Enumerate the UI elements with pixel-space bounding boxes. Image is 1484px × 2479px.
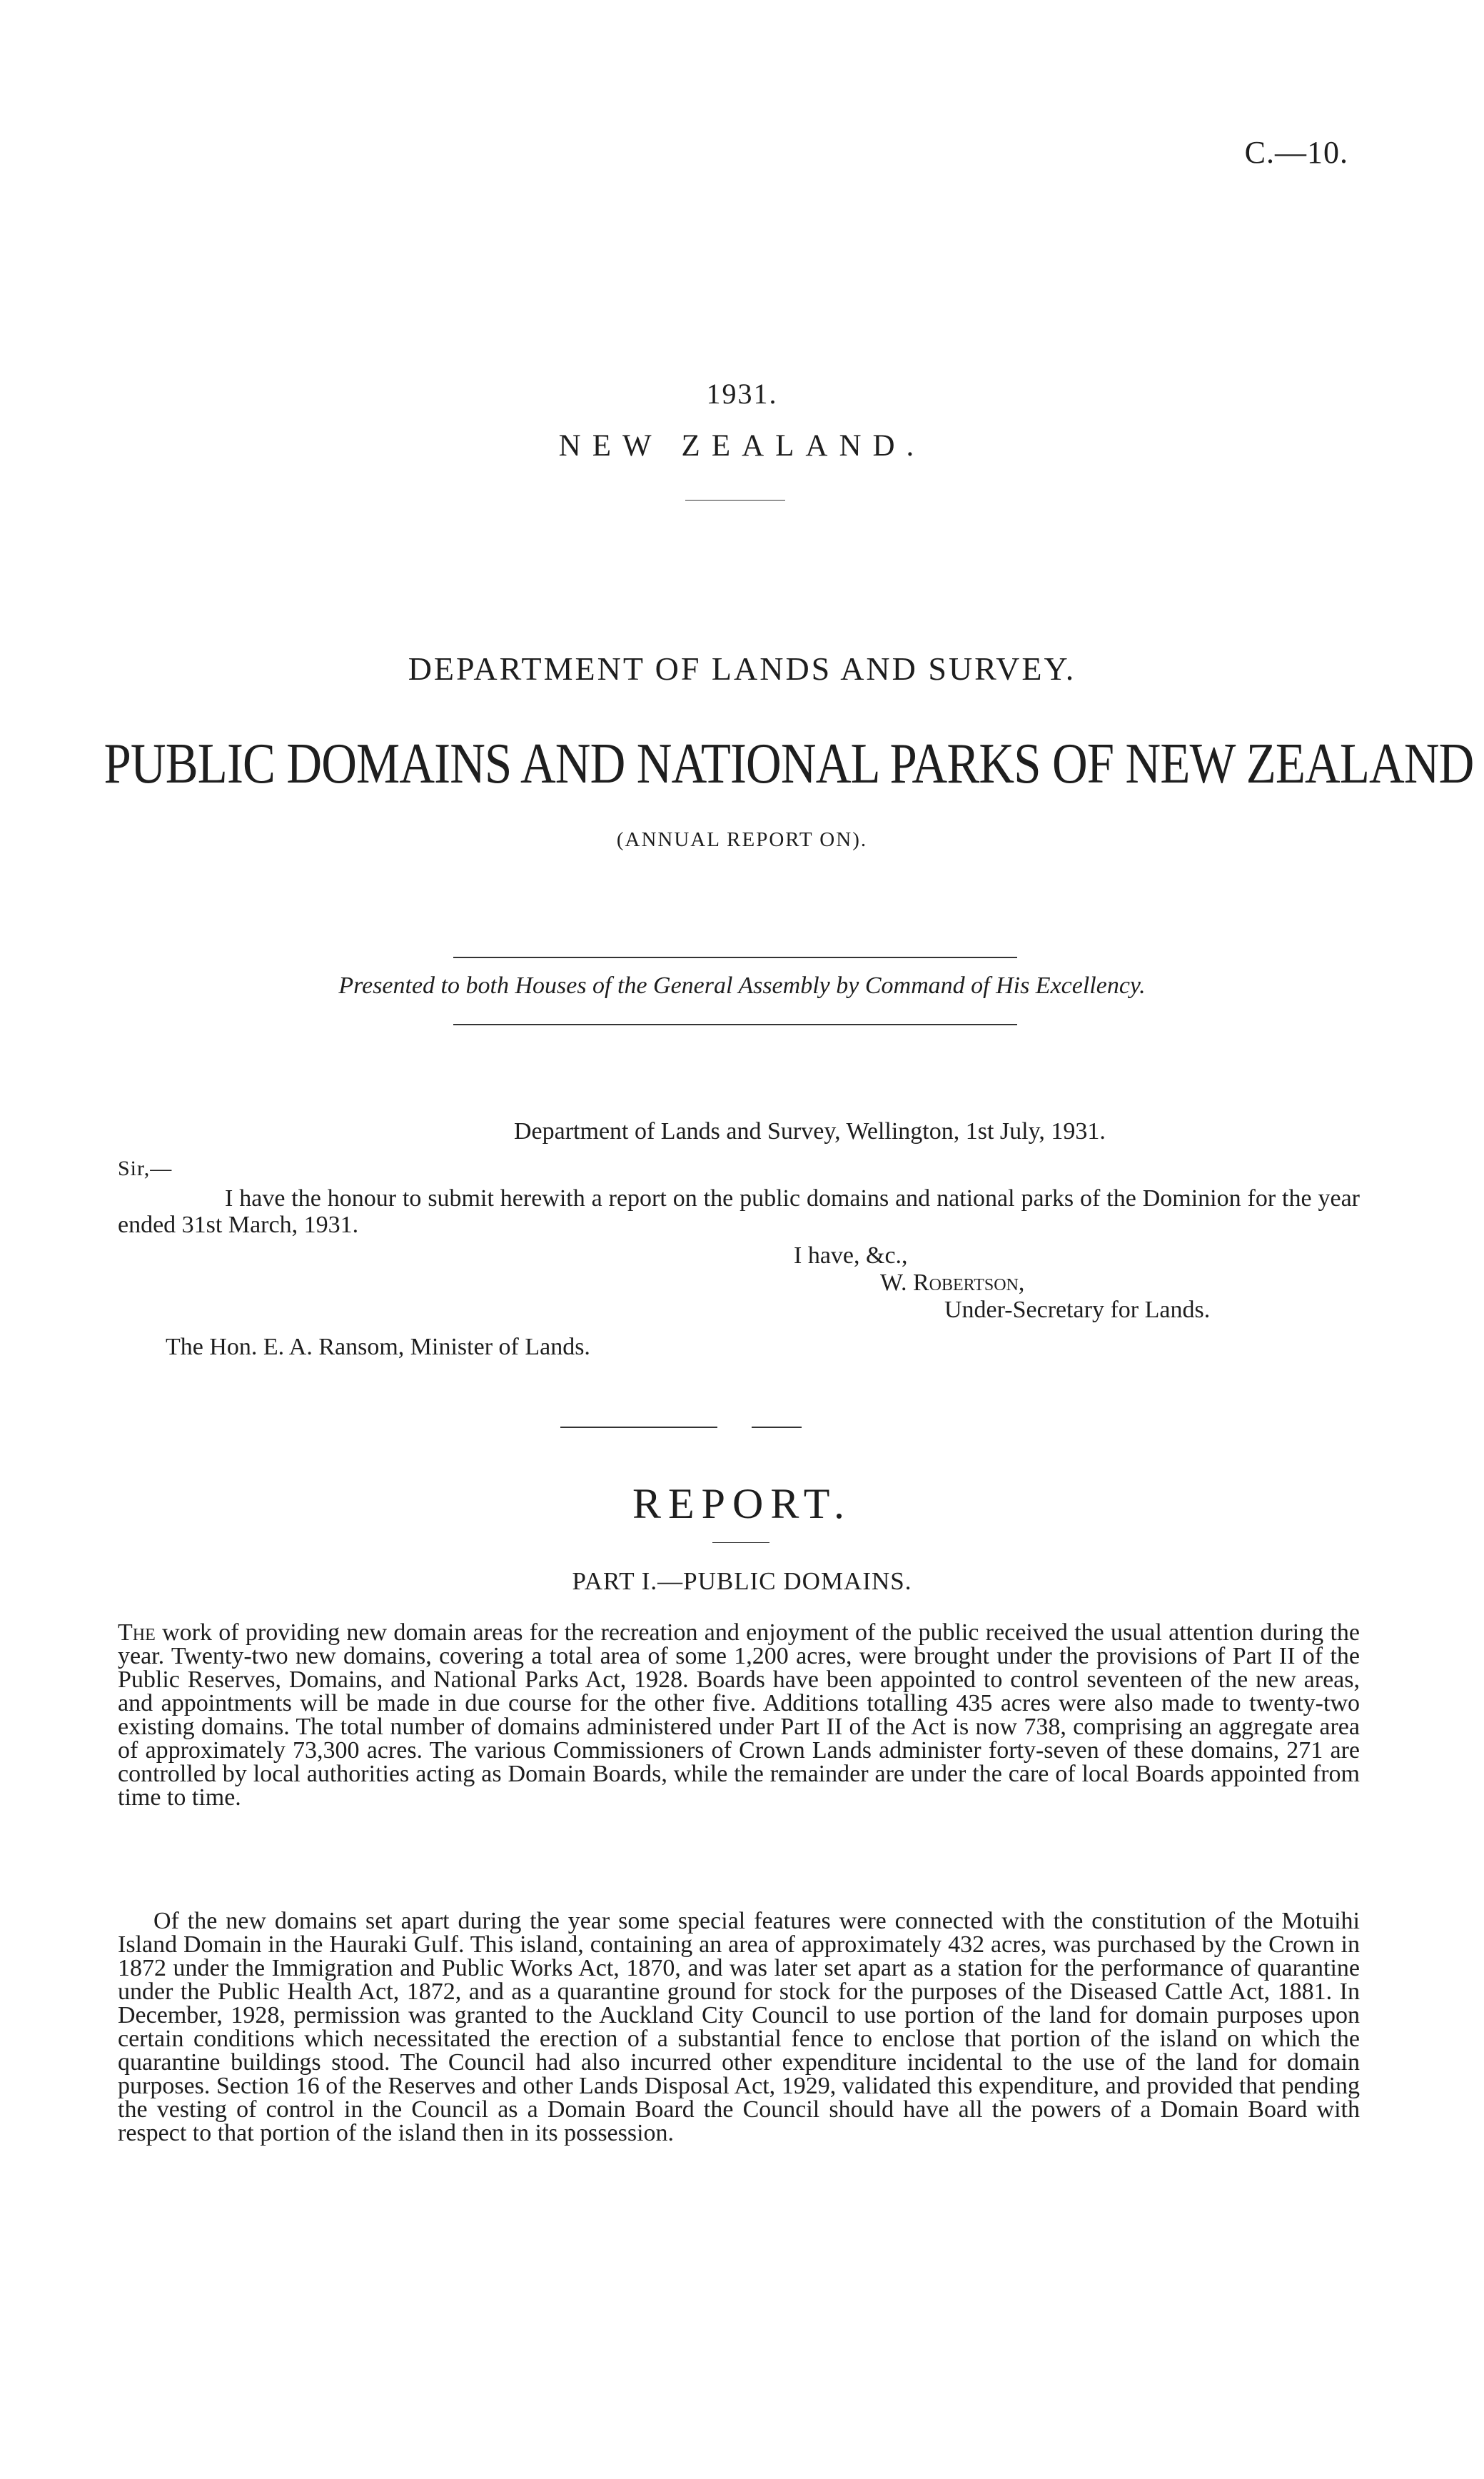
letter-dateline: Department of Lands and Survey, Wellington, 1st July, 1931. (514, 1118, 1106, 1145)
divider-top (453, 957, 1017, 958)
presented-line: Presented to both Houses of the General Assembly by Command of His Excellency. (338, 972, 1146, 999)
report-year: 1931. (706, 378, 778, 410)
letter-body: I have the honour to submit herewith a report on the public domains and national parks of the Dominion for the year ended 31st March, 1931. (118, 1185, 1360, 1238)
letter-closing: I have, &c., (794, 1242, 908, 1269)
report-paragraph-2: Of the new domains set apart during the year some special features were connected with the constitution of the Motuihi Island Domain in the Hauraki Gulf. This island, containing an area of approximately 432 acres, was purchased by the Crown in 1872 under the Immigration and Public Works Act, 1870, and was later set apart as a station for the performance of quarantine under the Public Health Act, 1872, and as a quarantine ground for stock for the purposes of the Diseased Cattle Act, 1881. In December, 1928, permission was granted to the Auckland City Council to use portion of the land for domain purposes upon certain conditions which necessitated the erection of a substantial fence to enclose that portion of the island on which the quarantine buildings stood. The Council had also incurred other expenditure incidental to the use of the land for domain purposes. Section 16 of the Reserves and other Lands Disposal Act, 1929, validated this expenditure, and provided that pending the vesting of control in the Council as a Domain Board the Council should have all the powers of a Domain Board with respect to that portion of the island then in its possession. (118, 1908, 1360, 2146)
subtitle: (ANNUAL REPORT ON). (616, 828, 868, 851)
country-heading: NEW ZEALAND. (558, 429, 926, 463)
paragraph-1-text: work of providing new domain areas for the recreation and enjoyment of the public received the usual attention during the year. Twenty-two new domains, covering a total area of some 1,200 acres, were brought under the provisions of Part II of the Public Reserves, Domains, and National Parks Act, 1928. Boards have been appointed to control seventeen of the new areas, and appointments will be made in due course for the other five. Additions totalling 435 acres were also made to twenty-two existing domains. The total number of domains administered under Part II of the Act is now 738, comprising an aggregate area of approximately 73,300 acres. The various Commissioners of Crown Lands administer forty-seven of these domains, 271 are controlled by local authorities acting as Domain Boards, while the remainder are under the care of local Boards appointed from time to time. (118, 1619, 1360, 1811)
divider-report (712, 1542, 769, 1543)
letter-signer-name: W. Robertson, (880, 1269, 1025, 1296)
document-reference: C.—10. (1244, 135, 1348, 170)
divider-short-right (752, 1427, 802, 1428)
paragraph-lead-word: The (118, 1619, 156, 1646)
main-title: PUBLIC DOMAINS AND NATIONAL PARKS OF NEW ZEALAND (104, 733, 1474, 795)
divider-long (560, 1427, 717, 1428)
report-heading: REPORT. (632, 1480, 852, 1527)
letter-salutation: Sir,— (118, 1157, 173, 1180)
report-paragraph-1 (118, 1621, 1360, 1809)
divider-bottom (453, 1024, 1017, 1025)
letter-addressee: The Hon. E. A. Ransom, Minister of Lands. (166, 1334, 590, 1360)
letter-signer-title: Under-Secretary for Lands. (944, 1297, 1211, 1323)
department-heading: DEPARTMENT OF LANDS AND SURVEY. (408, 650, 1076, 687)
part-heading: PART I.—PUBLIC DOMAINS. (572, 1567, 912, 1595)
divider-short (685, 500, 785, 501)
